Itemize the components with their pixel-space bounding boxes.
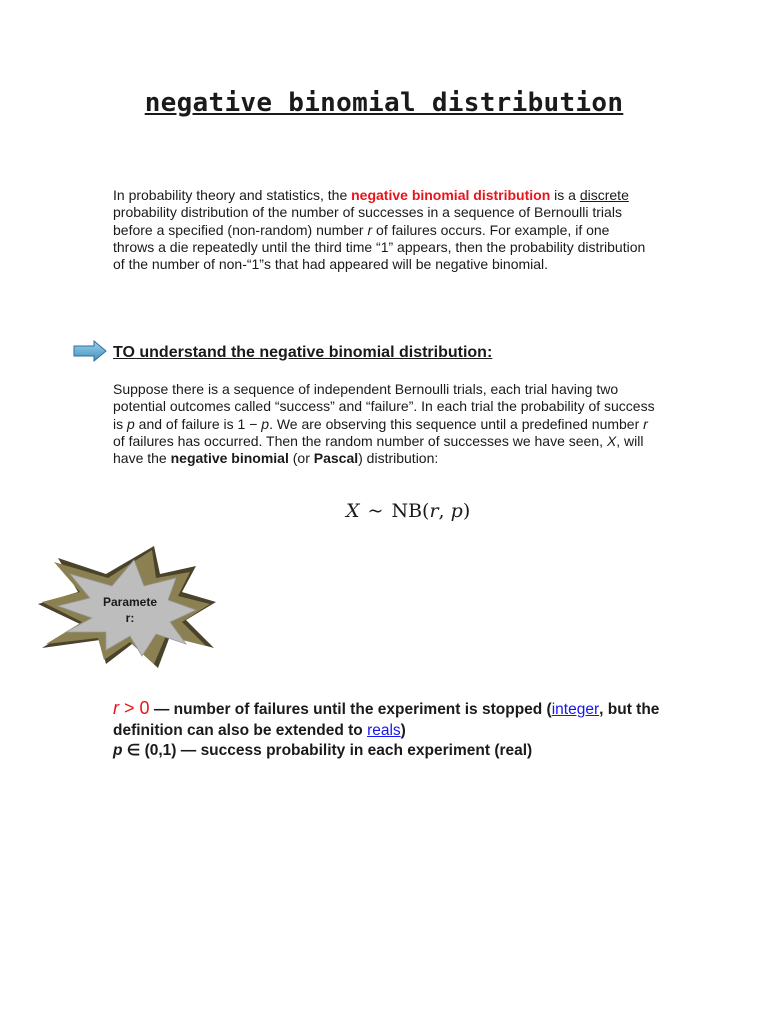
intro-paragraph bbox=[113, 187, 653, 273]
starburst-label-line1: Paramete bbox=[102, 595, 158, 609]
section-heading: TO understand the negative binomial distribution: bbox=[113, 344, 493, 361]
pascal-term: Pascal bbox=[313, 450, 359, 467]
right-arrow-icon bbox=[72, 340, 108, 362]
para-text: Suppose there is a sequence of independent Bernoulli trials, each trial having two potential outcomes called “success” and “failure”. In each trial the probability of success is bbox=[113, 381, 655, 432]
x-variable: X bbox=[606, 432, 617, 449]
intro-text-post: of failures occurs. For example, if one throws a die repeatedly until the third time “1” appears, then the probability distribution of the number of non-“1”s that had appeared will be negative binomial. bbox=[113, 221, 646, 273]
discrete-link[interactable]: discrete bbox=[579, 187, 629, 203]
explanation-paragraph bbox=[113, 381, 658, 467]
parameters-list bbox=[113, 698, 673, 762]
p-condition-variable: p bbox=[113, 742, 123, 759]
r-description-cont: , but the definition can also be extended to bbox=[113, 701, 660, 739]
formula-x: X bbox=[346, 500, 360, 522]
p-description: ∈ (0,1) — success probability in each experiment (real) bbox=[122, 742, 533, 759]
intro-text-mid1: is a bbox=[550, 187, 580, 203]
integer-link[interactable]: integer bbox=[551, 701, 600, 718]
intro-r-variable: r bbox=[367, 221, 373, 238]
r-variable: r bbox=[643, 415, 648, 432]
p-variable: p bbox=[261, 415, 270, 432]
para-text: and of failure is 1 − bbox=[134, 415, 262, 432]
formula-p: p bbox=[450, 500, 463, 522]
starburst-label bbox=[94, 594, 166, 626]
para-text: (or bbox=[288, 450, 314, 467]
term-highlight: negative binomial distribution bbox=[351, 187, 551, 203]
negative-binomial-term: negative binomial bbox=[170, 450, 289, 467]
para-text: . We are observing this sequence until a predefined number bbox=[269, 415, 644, 432]
formula-close: ) bbox=[462, 500, 471, 522]
para-text: ) distribution: bbox=[358, 450, 439, 467]
formula-nb: NB( bbox=[391, 500, 430, 522]
r-description: — number of failures until the experiment is stopped ( bbox=[149, 701, 552, 718]
reals-link[interactable]: reals bbox=[367, 721, 401, 739]
page-title: negative binomial distribution bbox=[144, 88, 624, 118]
r-condition bbox=[113, 698, 150, 718]
r-condition-rest: > 0 bbox=[119, 698, 150, 718]
para-text: of failures has occurred. Then the random number of successes we have seen, bbox=[113, 432, 607, 449]
intro-text-mid2: probability distribution of the number of successes in a sequence of Bernoulli trials before a specified (non-random) number bbox=[113, 204, 622, 238]
intro-text-pre: In probability theory and statistics, the bbox=[113, 187, 352, 203]
r-description-end: ) bbox=[400, 721, 406, 739]
formula-comma: , bbox=[438, 500, 451, 522]
formula-tilde: ~ bbox=[367, 500, 384, 522]
formula-r: r bbox=[429, 500, 439, 522]
starburst-label-line2: r: bbox=[125, 611, 135, 625]
para-text: , will have the bbox=[113, 432, 644, 467]
r-condition-variable: r bbox=[113, 698, 119, 718]
distribution-formula bbox=[346, 500, 470, 522]
p-variable: p bbox=[127, 415, 135, 432]
